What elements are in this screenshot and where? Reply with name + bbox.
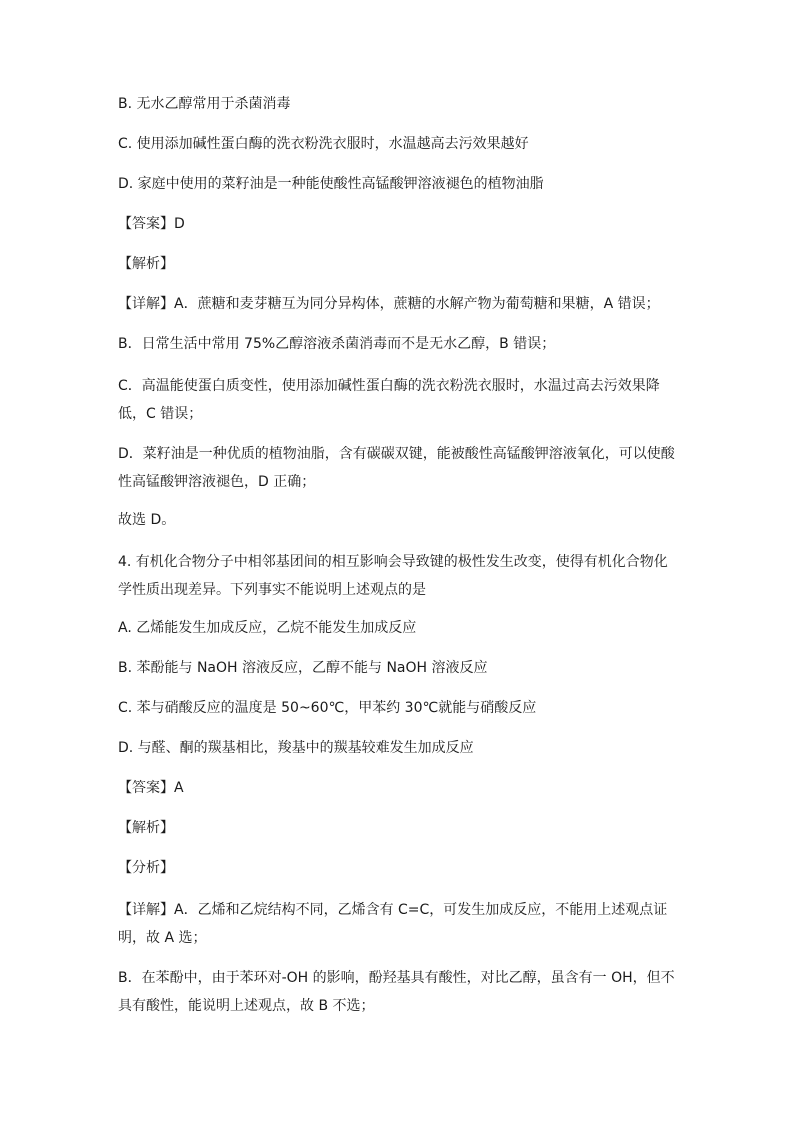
q4-option-b: B. 苯酚能与 NaOH 溶液反应，乙醇不能与 NaOH 溶液反应	[118, 660, 488, 676]
q4-analysis-heading: 【解析】	[118, 820, 174, 836]
q4-fenxi-heading: 【分析】	[118, 860, 174, 876]
q4-detail-b-paragraph: B．在苯酚中，由于苯环对-OH 的影响，酚羟基具有酸性，对比乙醇，虽含有一 OH，但不具有酸性，能说明上述观点，故 B 不选；	[118, 970, 675, 1014]
detail-b-line: B．日常生活中常用 75%乙醇溶液杀菌消毒而不是无水乙醇，B 错误；	[118, 336, 556, 352]
q4-option-d: D. 与醛、酮的羰基相比，羧基中的羰基较难发生加成反应	[118, 740, 474, 756]
option-c-line: C. 使用添加碱性蛋白酶的洗衣粉洗衣服时，水温越高去污效果越好	[118, 136, 529, 152]
analysis-heading: 【解析】	[118, 256, 174, 272]
q4-detail-a-paragraph: 【详解】A．乙烯和乙烷结构不同，乙烯含有 C=C，可发生加成反应，不能用上述观点证明，故 A 选；	[118, 902, 668, 946]
document-page	[118, 92, 678, 1020]
q4-option-a: A. 乙烯能发生加成反应，乙烷不能发生加成反应	[118, 620, 417, 636]
q4-answer-line: 【答案】A	[118, 780, 184, 796]
question-4-stem: 4. 有机化合物分子中相邻基团间的相互影响会导致键的极性发生改变，使得有机化合物化学性质出现差异。下列事实不能说明上述观点的是	[118, 554, 668, 598]
option-d-line: D. 家庭中使用的菜籽油是一种能使酸性高锰酸钾溶液褪色的植物油脂	[118, 176, 544, 192]
q4-option-c: C. 苯与硝酸反应的温度是 50~60℃，甲苯约 30℃就能与硝酸反应	[118, 700, 537, 716]
answer-line: 【答案】D	[118, 216, 185, 232]
option-b-line: B. 无水乙醇常用于杀菌消毒	[118, 96, 291, 112]
detail-c-paragraph: C．高温能使蛋白质变性，使用添加碱性蛋白酶的洗衣粉洗衣服时，水温过高去污效果降低，C 错误；	[118, 378, 660, 422]
conclusion-line: 故选 D。	[118, 512, 176, 528]
detail-d-paragraph: D．菜籽油是一种优质的植物油脂，含有碳碳双键，能被酸性高锰酸钾溶液氧化，可以使酸性高锰酸钾溶液褪色，D 正确；	[118, 446, 675, 490]
detail-a-line: 【详解】A．蔗糖和麦芽糖互为同分异构体，蔗糖的水解产物为葡萄糖和果糖，A 错误；	[118, 296, 660, 312]
